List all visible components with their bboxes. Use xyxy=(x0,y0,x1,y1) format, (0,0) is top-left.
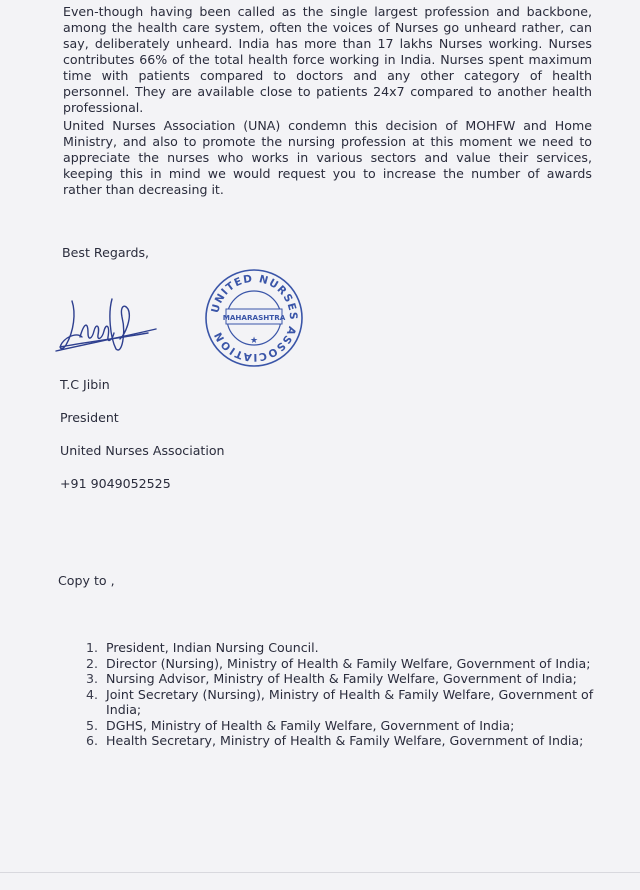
copy-to-item-number: 4. xyxy=(85,686,98,702)
copy-to-list xyxy=(74,640,594,749)
page-bottom-divider xyxy=(0,872,640,873)
copy-to-item-number: 3. xyxy=(85,671,98,686)
body-paragraph-1: Even-though having been called as the single largest profession and backbone, among the health care system, often the voices of Nurses go unheard rather, can say, deliberately unheard. India has more than 17 lakhs Nurses working. Nurses contributes 66% of the total health force working in India. Nurses spent maximum time with patients compared to doctors and any other category of health personnel. They are available close to patients 24x7 compared to another health professional. xyxy=(63,4,592,115)
association-stamp xyxy=(202,266,306,370)
copy-to-item-text: President, Indian Nursing Council. xyxy=(106,640,319,655)
closing-regards: Best Regards, xyxy=(62,245,150,260)
copy-to-item-number: 2. xyxy=(85,655,98,671)
signatory-organization: United Nurses Association xyxy=(60,443,225,458)
copy-to-item-text: DGHS, Ministry of Health & Family Welfare, Government of India; xyxy=(106,717,515,733)
copy-to-item xyxy=(74,718,594,734)
signatory-phone: +91 9049052525 xyxy=(60,476,171,491)
copy-to-item xyxy=(74,687,594,718)
copy-to-item-number: 1. xyxy=(85,640,98,655)
copy-to-item xyxy=(74,640,594,656)
copy-to-item-text: Health Secretary, Ministry of Health & Family Welfare, Government of India; xyxy=(106,733,584,748)
copy-to-item xyxy=(74,733,594,749)
copy-to-item-text: Nursing Advisor, Ministry of Health & Family Welfare, Government of India; xyxy=(106,671,577,686)
stamp-inner-text: MAHARASHTRA xyxy=(222,313,286,322)
copy-to-item xyxy=(74,656,594,672)
copy-to-item-text: Director (Nursing), Ministry of Health & Family Welfare, Government of India; xyxy=(106,655,591,671)
stamp-star-icon: ★ xyxy=(249,336,259,346)
copy-to-item-text: Joint Secretary (Nursing), Ministry of Health & Family Welfare, Government of India; xyxy=(106,686,594,717)
body-paragraph-2: United Nurses Association (UNA) condemn this decision of MOHFW and Home Ministry, and also to promote the nursing profession at this moment we need to appreciate the nurses who works in various sectors and value their services, keeping this in mind we would request you to increase the number of awards rather than decreasing it. xyxy=(63,118,592,197)
signatory-title: President xyxy=(60,410,119,425)
copy-to-heading: Copy to , xyxy=(58,573,115,588)
copy-to-item-number: 6. xyxy=(85,733,98,748)
copy-to-item-number: 5. xyxy=(85,717,98,733)
stamp-outer-text: UNITED NURSES ASSOCIATION xyxy=(209,272,300,364)
signatory-name: T.C Jibin xyxy=(60,377,110,392)
copy-to-item xyxy=(74,671,594,687)
signature-image xyxy=(52,293,160,355)
